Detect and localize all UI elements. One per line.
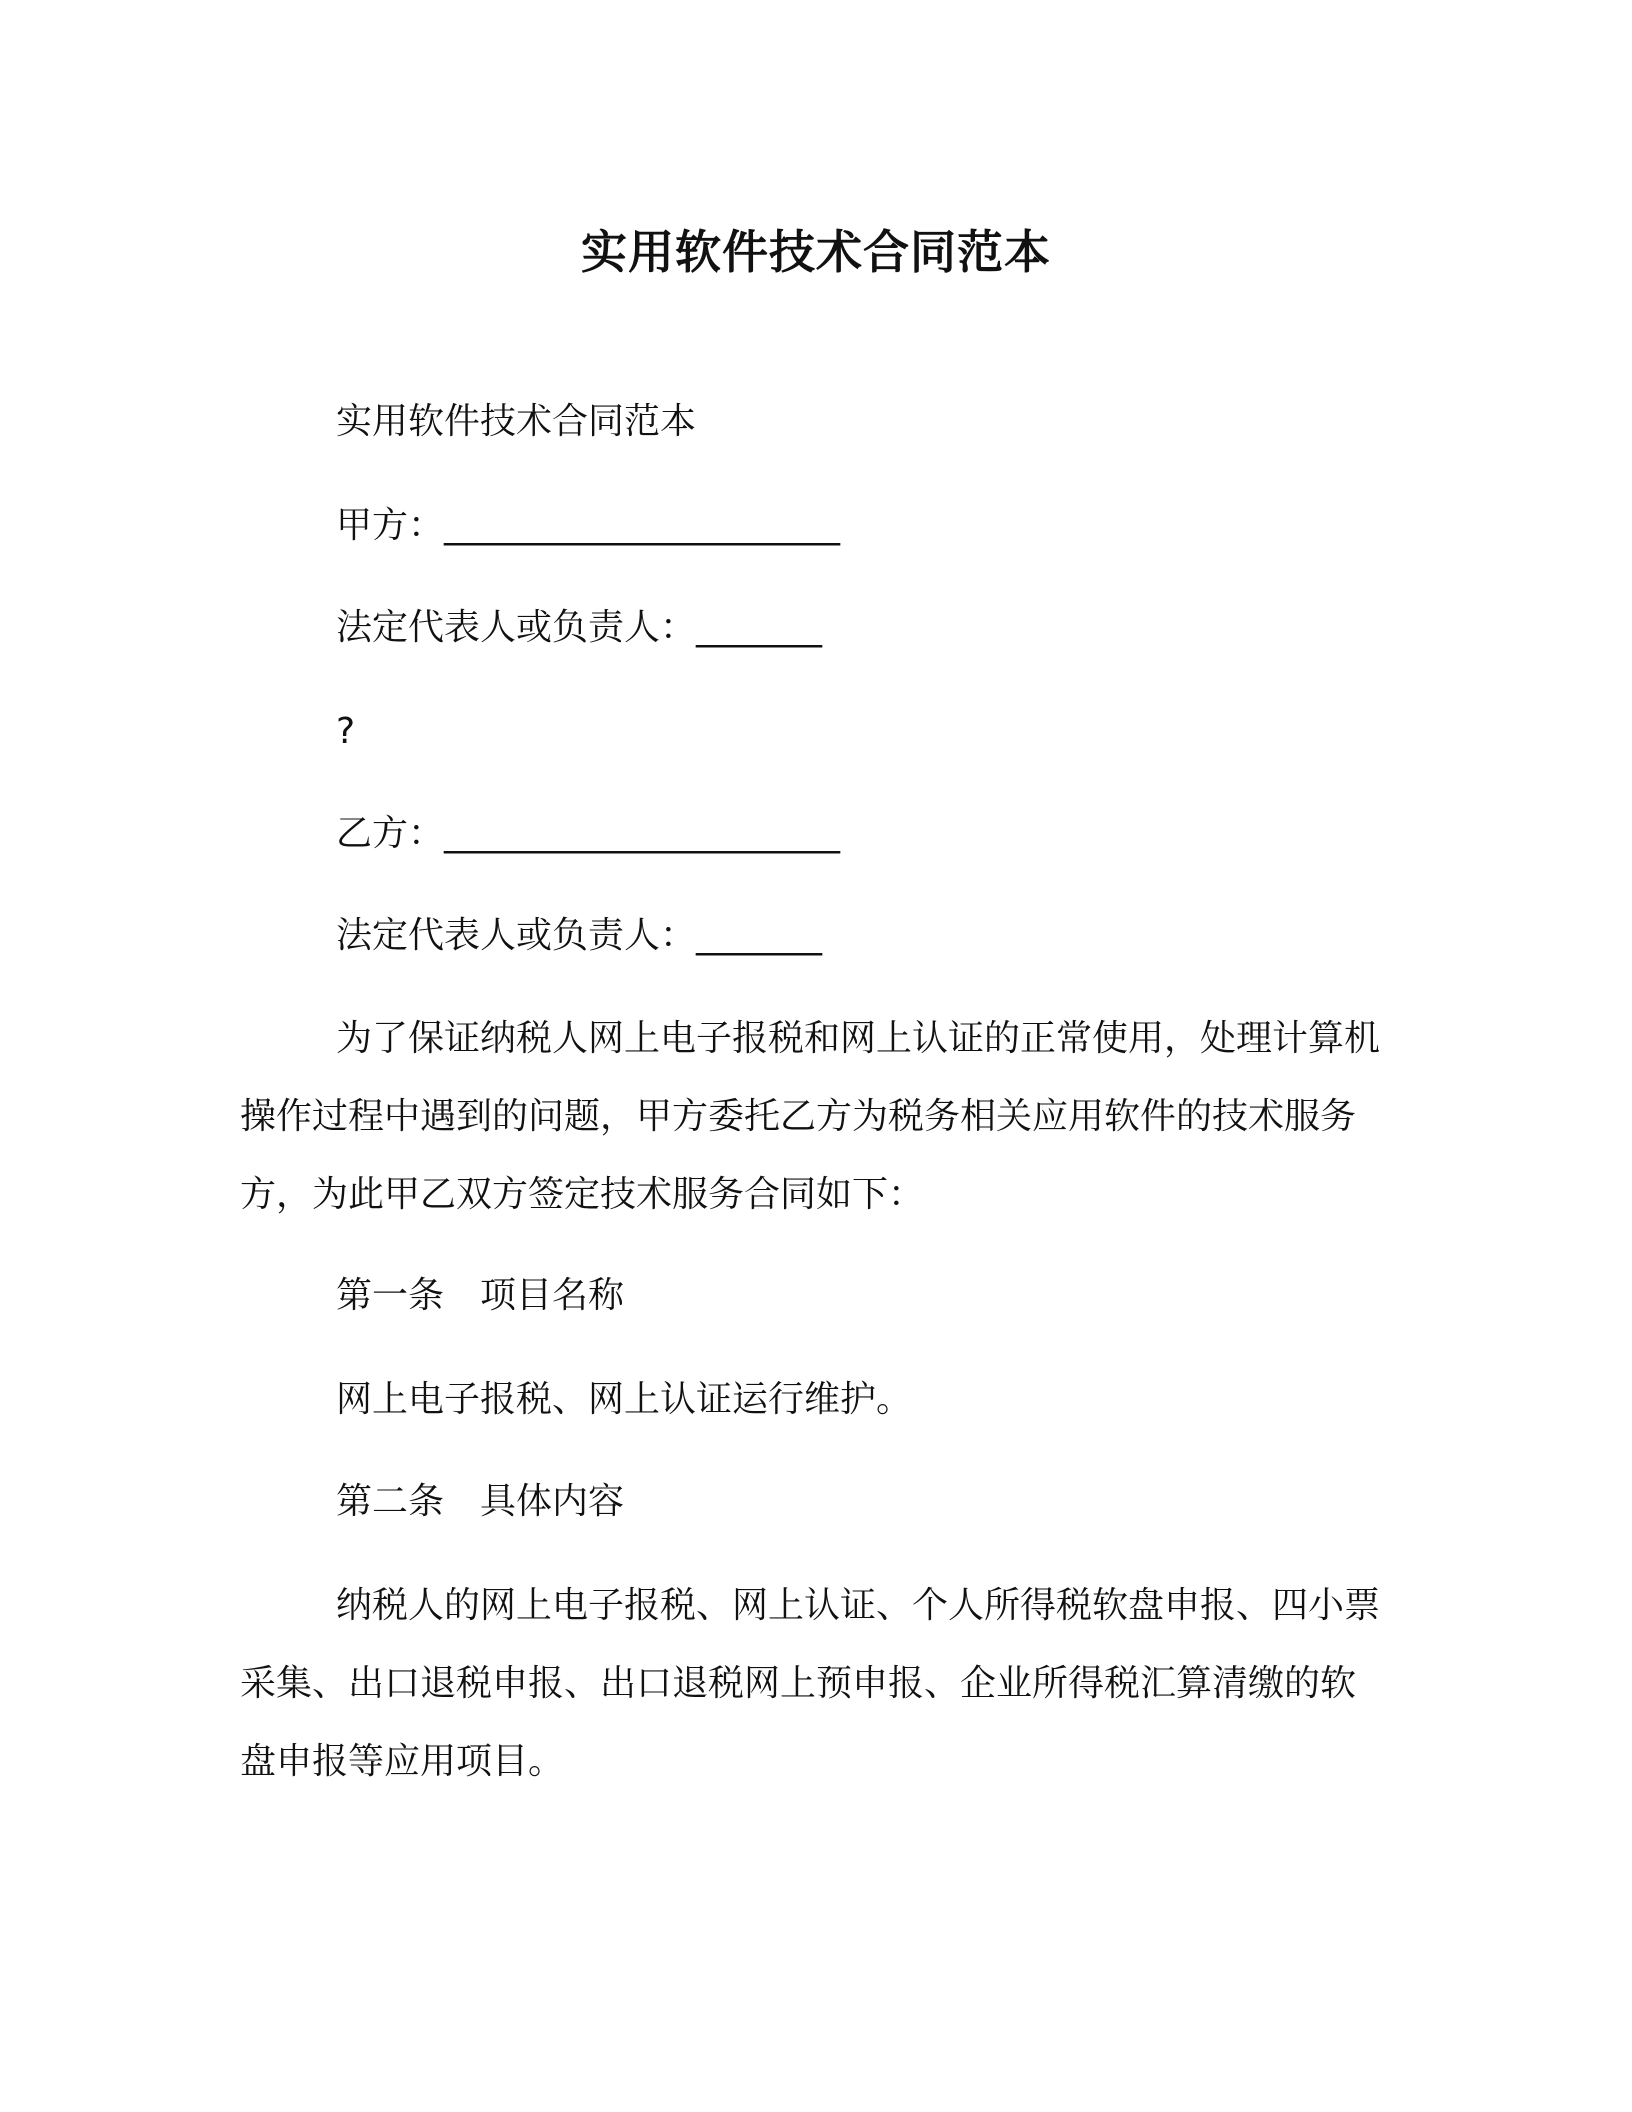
- intro-paragraph: 为了保证纳税人网上电子报税和网上认证的正常使用，处理计算机操作过程中遇到的问题，甲方委托乙方为税务相关应用软件的技术服务方，为此甲乙双方签定技术服务合同如下：: [240, 1018, 1381, 1215]
- document-title: 实用软件技术合同范本: [581, 225, 1051, 279]
- party-a-line: 甲方：______________________: [336, 505, 841, 546]
- article-2-heading: 第二条 具体内容: [336, 1481, 625, 1522]
- article-1-heading: 第一条 项目名称: [336, 1275, 625, 1316]
- party-b-representative-line: 法定代表人或负责人：_______: [336, 915, 823, 956]
- subtitle-line: 实用软件技术合同范本: [336, 401, 697, 442]
- party-a-representative-line: 法定代表人或负责人：_______: [336, 607, 823, 648]
- article-1-body: 网上电子报税、网上认证运行维护。: [336, 1379, 913, 1420]
- party-b-line: 乙方：______________________: [336, 813, 841, 854]
- article-2-body: 纳税人的网上电子报税、网上认证、个人所得税软盘申报、四小票采集、出口退税申报、出口退税网上预申报、企业所得税汇算清缴的软盘申报等应用项目。: [240, 1585, 1381, 1782]
- question-mark-line: ?: [336, 711, 356, 752]
